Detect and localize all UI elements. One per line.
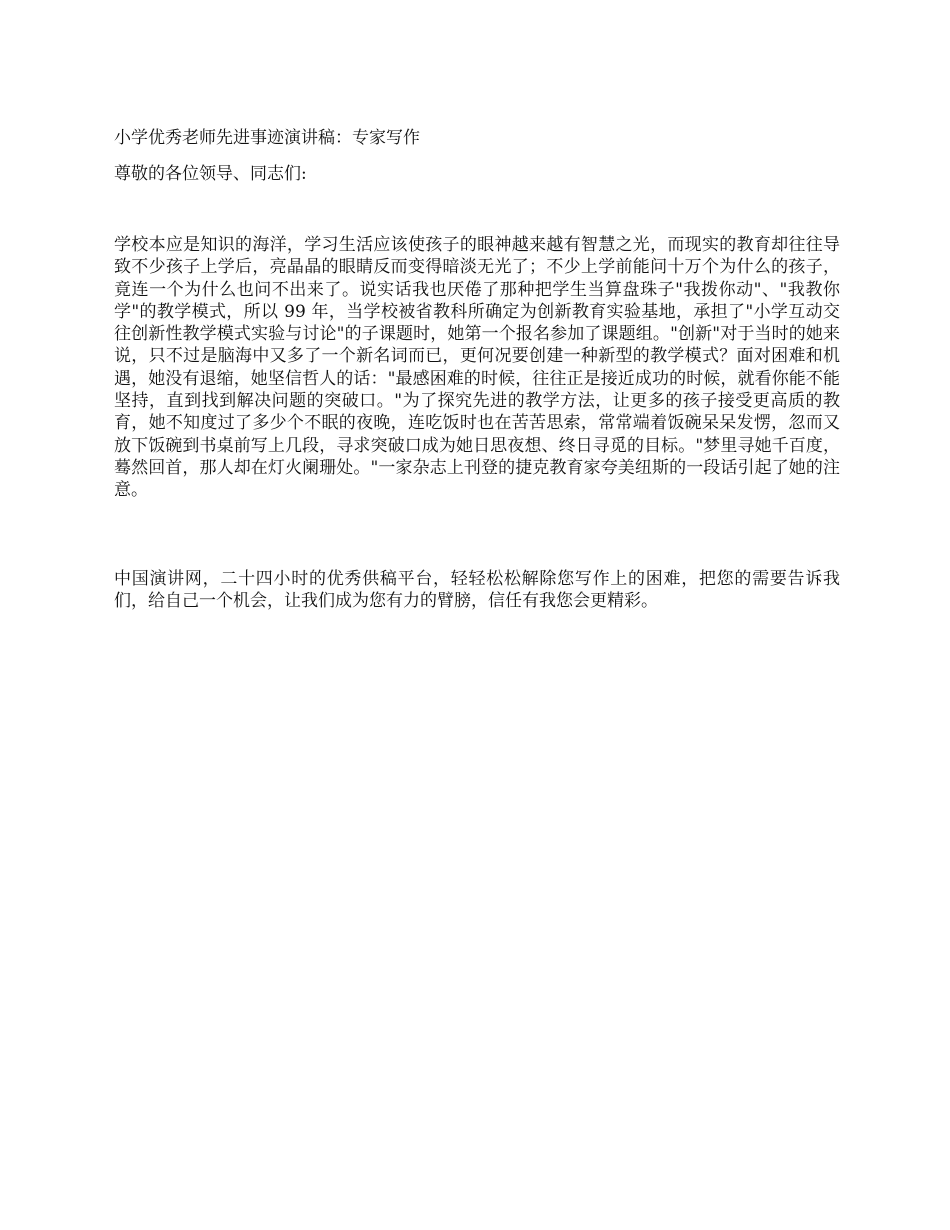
footer-paragraph: 中国演讲网，二十四小时的优秀供稿平台，轻轻松松解除您写作上的困难，把您的需要告诉我们，给自己一个机会，让我们成为您有力的臂膀，信任有我您会更精彩。 [114, 569, 840, 612]
salutation: 尊敬的各位领导、同志们: [114, 164, 307, 184]
document-title: 小学优秀老师先进事迹演讲稿：专家写作 [114, 128, 420, 148]
body-paragraph: 学校本应是知识的海洋，学习生活应该使孩子的眼神越来越有智慧之光，而现实的教育却往往导致不少孩子上学后，亮晶晶的眼睛反而变得暗淡无光了；不少上学前能问十万个为什么的孩子，竟连一个为什么也问不出来了。说实话我也厌倦了那种把学生当算盘珠子"我拨你动"、"我教你学"的教学模式，所以 99 年，当学校被省教科所确定为创新教育实验基地，承担了"小学互动交往创新性教学模式实验与讨论"的子课题时，她第一个报名参加了课题组。"创新"对于当时的她来说，只不过是脑海中又多了一个新名词而已，更何况要创建一种新型的教学模式？面对困难和机遇，她没有退缩，她坚信哲人的话："最感困难的时候，往往正是接近成功的时候，就看你能不能坚持，直到找到解决问题的突破口。"为了探究先进的教学方法，让更多的孩子接受更高质的教育，她不知度过了多少个不眠的夜晚，连吃饭时也在苦苦思索，常常端着饭碗呆呆发愣，忽而又放下饭碗到书桌前写上几段，寻求突破口成为她日思夜想、终日寻觅的目标。"梦里寻她千百度，蓦然回首，那人却在灯火阑珊处。"一家杂志上刊登的捷克教育家夸美纽斯的一段话引起了她的注意。 [114, 235, 840, 501]
